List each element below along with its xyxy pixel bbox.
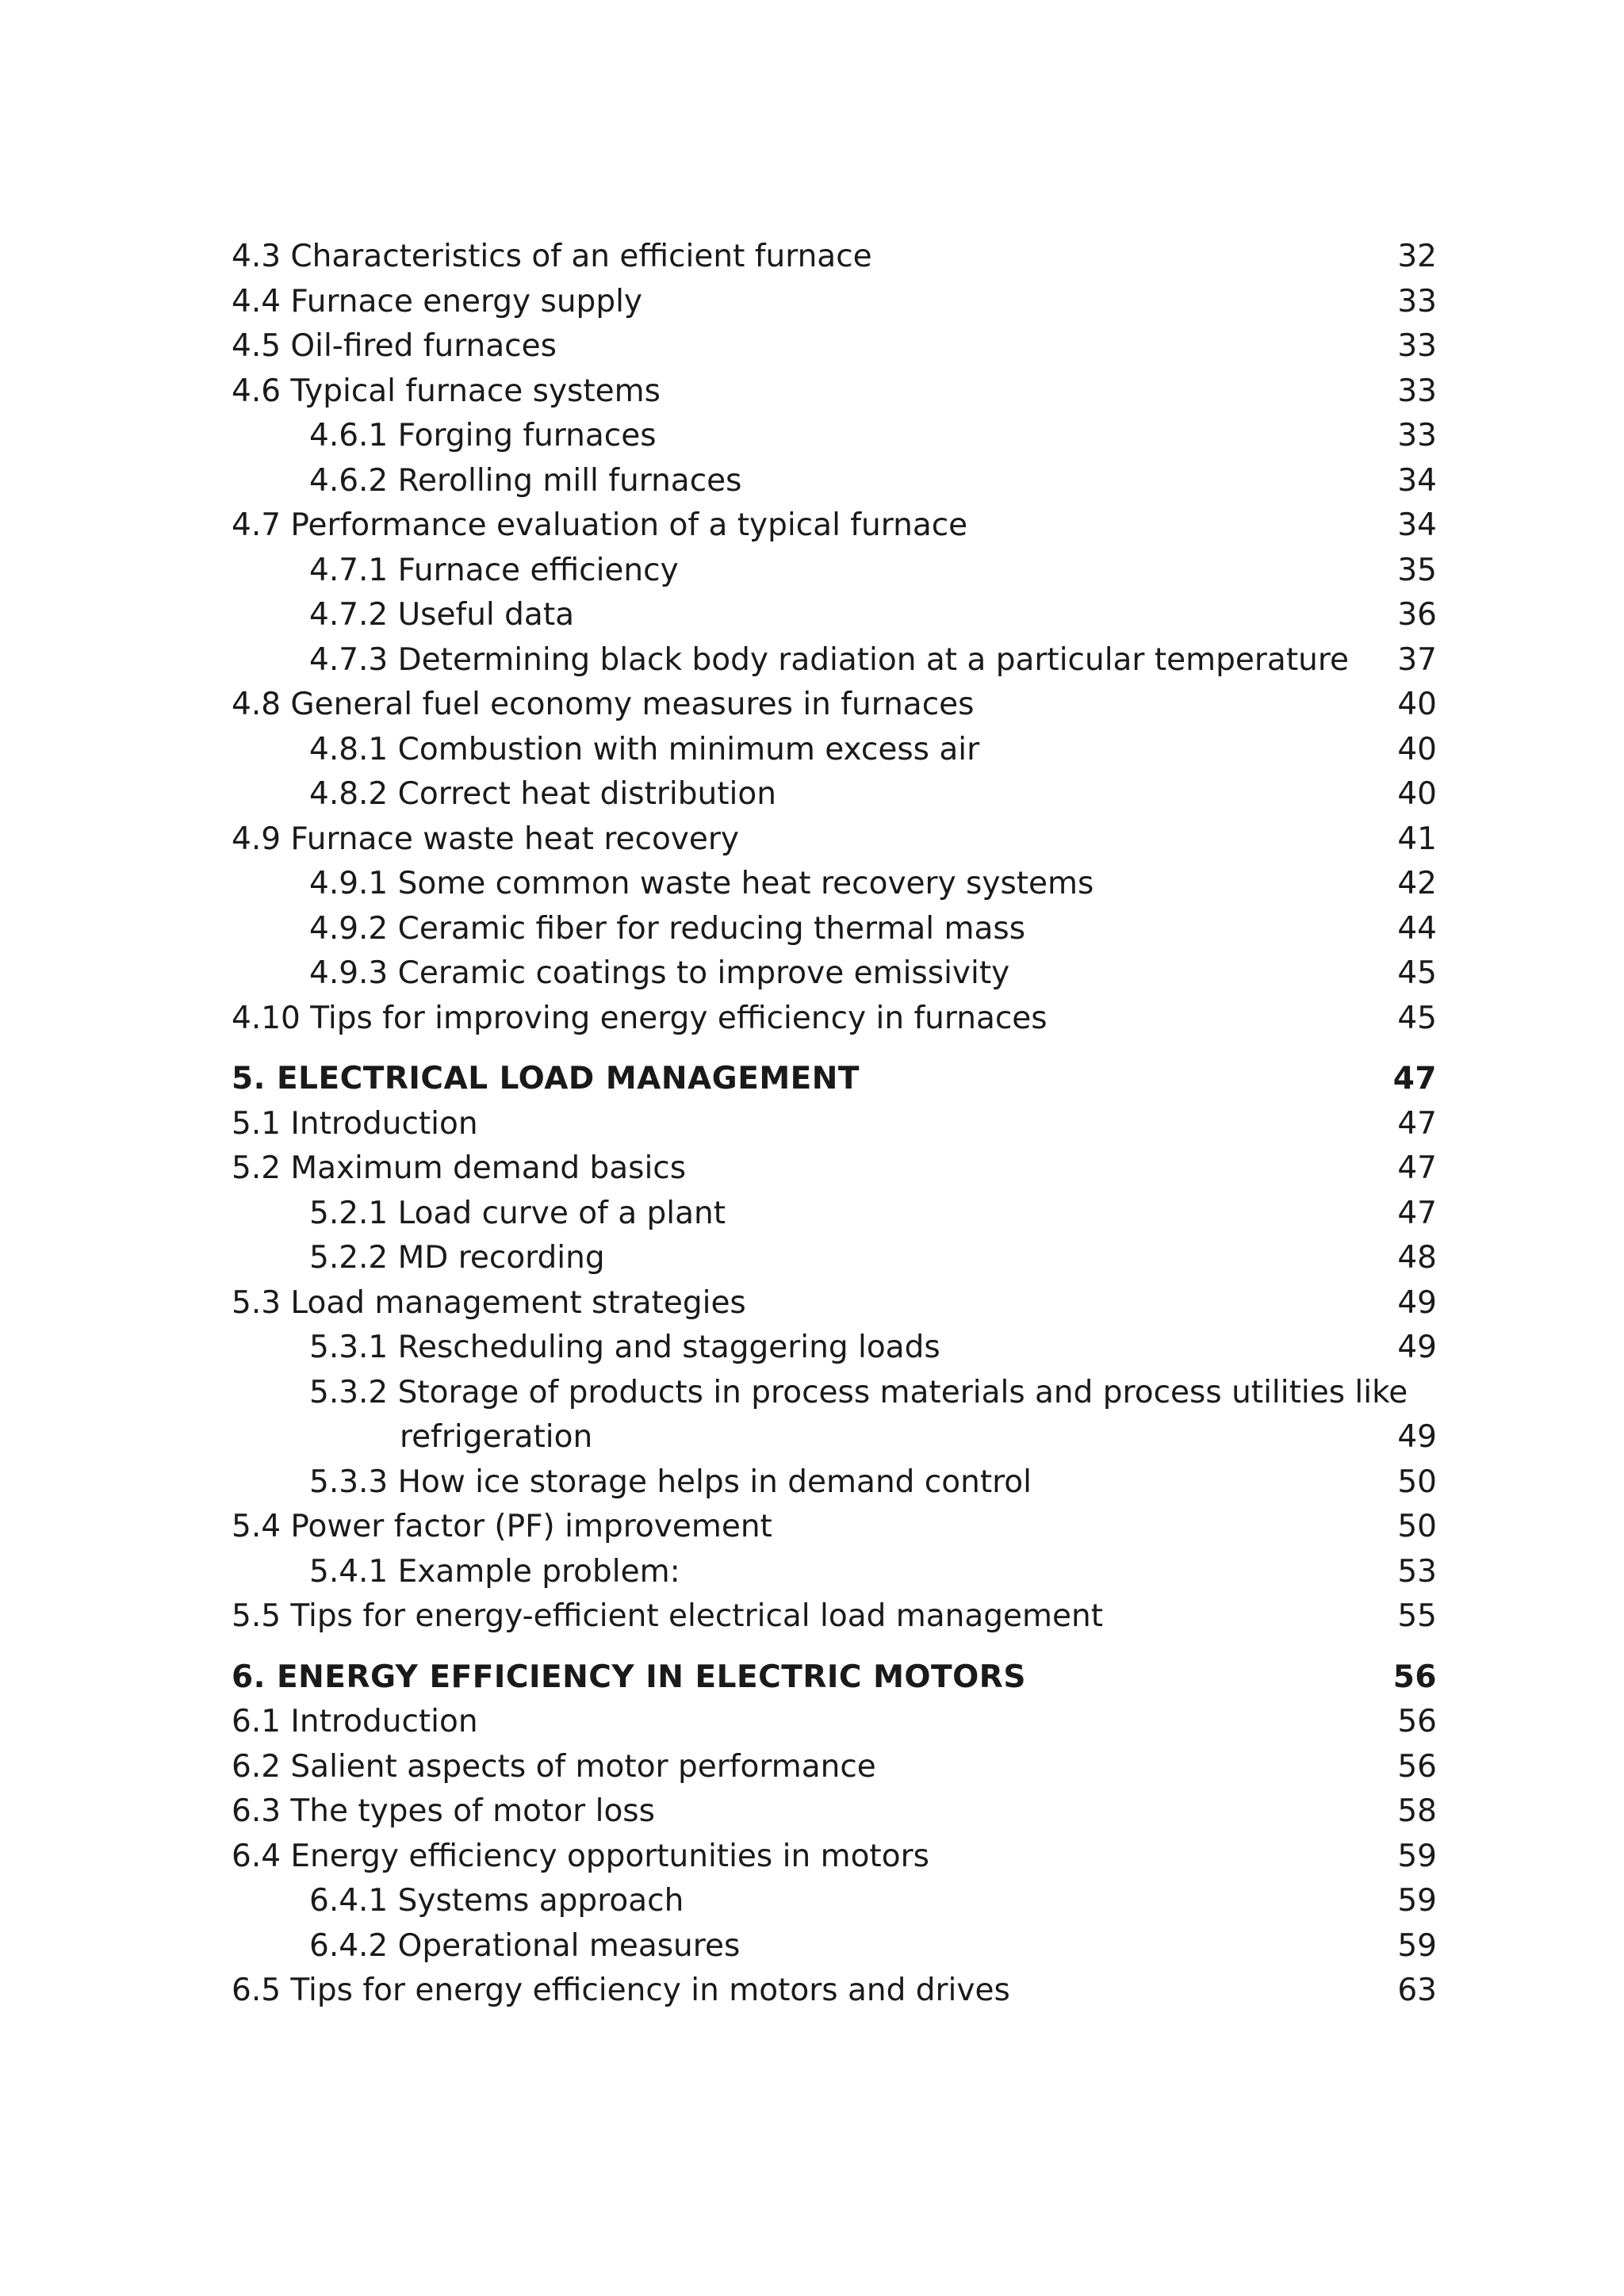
toc-entry-title: 5.3 Load management strategies (232, 1284, 746, 1321)
toc-page-number: 45 (1397, 1000, 1437, 1036)
toc-page-number: 47 (1392, 1061, 1437, 1096)
toc-page-number: 56 (1397, 1748, 1437, 1785)
toc-entry[interactable] (232, 862, 1437, 907)
toc-page-number: 36 (1397, 597, 1437, 633)
toc-entry-title: 4.4 Furnace energy supply (232, 283, 642, 320)
toc-page-number: 56 (1392, 1659, 1437, 1695)
toc-entry[interactable] (232, 1969, 1437, 2014)
toc-entry[interactable] (232, 503, 1437, 549)
toc-page-number: 58 (1397, 1793, 1437, 1829)
toc-entry-title: 4.9.3 Ceramic coatings to improve emissivity (309, 955, 1010, 991)
toc-entry-title-continuation: refrigeration (400, 1419, 593, 1455)
toc-page-number: 44 (1397, 910, 1437, 947)
toc-page-number: 50 (1397, 1509, 1437, 1544)
toc-entry-title: 5.3.1 Rescheduling and staggering loads (309, 1330, 940, 1365)
toc-page-number: 59 (1397, 1883, 1437, 1919)
toc-entry[interactable] (232, 1700, 1437, 1745)
toc-entry-title: 5.4.1 Example problem: (309, 1553, 680, 1590)
toc-entry[interactable] (232, 997, 1437, 1042)
toc-entry[interactable] (232, 1326, 1437, 1371)
toc-page-number: 59 (1397, 1838, 1437, 1874)
toc-entry-title: 4.7 Performance evaluation of a typical furnace (232, 507, 968, 543)
toc-entry[interactable] (232, 1594, 1437, 1640)
toc-page-number: 37 (1397, 641, 1437, 678)
toc-page-number: 59 (1397, 1927, 1437, 1964)
toc-entry[interactable] (232, 235, 1437, 280)
toc-entry[interactable] (232, 1236, 1437, 1281)
toc-page-number: 45 (1397, 955, 1437, 991)
toc-entry[interactable] (232, 324, 1437, 369)
toc-entry-title: 5.2 Maximum demand basics (232, 1150, 687, 1186)
toc-entry-title: 4.6.2 Rerolling mill furnaces (309, 462, 742, 499)
toc-entry-title: 5. ELECTRICAL LOAD MANAGEMENT (232, 1061, 860, 1096)
toc-entry[interactable] (232, 817, 1437, 863)
toc-page-number: 33 (1397, 283, 1437, 320)
toc-page-number: 48 (1397, 1240, 1437, 1276)
toc-entry-title: 5.4 Power factor (PF) improvement (232, 1509, 772, 1544)
toc-entry-title: 6.1 Introduction (232, 1704, 478, 1739)
toc-entry[interactable] (232, 549, 1437, 594)
toc-entry[interactable] (232, 1789, 1437, 1835)
toc-entry[interactable] (232, 459, 1437, 504)
toc-entry-title: 6.4 Energy efficiency opportunities in motors (232, 1838, 929, 1874)
toc-entry-title: 4.7.1 Furnace efficiency (309, 552, 679, 588)
toc-entry[interactable] (232, 951, 1437, 997)
toc-entry[interactable] (232, 728, 1437, 773)
toc-page-number: 63 (1397, 1973, 1437, 2008)
toc-page-number: 41 (1397, 821, 1437, 857)
toc-entry-title: 4.7.3 Determining black body radiation at a particular temperature (309, 641, 1349, 678)
toc-page-number: 33 (1397, 328, 1437, 364)
toc-entry-title: 5.2.2 MD recording (309, 1240, 605, 1276)
toc-entry[interactable] (232, 1192, 1437, 1237)
toc-page-number: 40 (1397, 687, 1437, 722)
toc-entry[interactable] (232, 1102, 1437, 1147)
toc-entry-title: 4.3 Characteristics of an efficient furnace (232, 239, 872, 274)
toc-page-number: 56 (1397, 1704, 1437, 1739)
toc-entry[interactable] (232, 907, 1437, 952)
toc-entry-title: 6.2 Salient aspects of motor performance (232, 1748, 876, 1785)
toc-entry-title: 5.5 Tips for energy-efficient electrical load management (232, 1598, 1104, 1634)
toc-entry[interactable] (232, 1835, 1437, 1880)
toc-entry-title: 5.1 Introduction (232, 1105, 478, 1142)
toc-entry-title: 6. ENERGY EFFICIENCY IN ELECTRIC MOTORS (232, 1659, 1026, 1695)
toc-entry-title: 5.3.3 How ice storage helps in demand control (309, 1464, 1032, 1500)
toc-entry[interactable] (232, 1281, 1437, 1326)
toc-page-number: 55 (1397, 1598, 1437, 1634)
toc-page-number: 47 (1397, 1195, 1437, 1231)
toc-page-number: 35 (1397, 552, 1437, 588)
toc-entry-title: 4.6 Typical furnace systems (232, 373, 661, 409)
toc-chapter-heading[interactable] (232, 1057, 1437, 1102)
toc-entry-title: 5.2.1 Load curve of a plant (309, 1195, 726, 1231)
toc-entry-title: 6.4.1 Systems approach (309, 1883, 684, 1919)
toc-entry[interactable] (232, 1924, 1437, 1969)
toc-entry-title: 4.9 Furnace waste heat recovery (232, 821, 739, 857)
toc-page-number: 49 (1397, 1419, 1437, 1455)
toc-entry-title: 4.8.2 Correct heat distribution (309, 776, 776, 812)
toc-entry[interactable] (232, 1371, 1437, 1460)
toc-entry-title: 4.9.1 Some common waste heat recovery systems (309, 866, 1094, 901)
toc-page-number: 53 (1397, 1553, 1437, 1590)
toc-entry[interactable] (232, 683, 1437, 728)
toc-page-number: 34 (1397, 507, 1437, 543)
toc-entry[interactable] (232, 280, 1437, 325)
toc-entry[interactable] (232, 1745, 1437, 1790)
toc-entry-title: 4.6.1 Forging furnaces (309, 418, 657, 453)
toc-entry[interactable] (232, 1505, 1437, 1550)
toc-entry-title: 4.8.1 Combustion with minimum excess air (309, 731, 980, 767)
toc-entry[interactable] (232, 1460, 1437, 1506)
toc-page-number: 40 (1397, 776, 1437, 812)
toc-page-number: 32 (1397, 239, 1437, 274)
toc-entry[interactable] (232, 1146, 1437, 1192)
toc-page-number: 47 (1397, 1105, 1437, 1142)
toc-page-number: 42 (1397, 866, 1437, 901)
toc-entry-title: 4.8 General fuel economy measures in furnaces (232, 687, 975, 722)
toc-entry[interactable] (232, 414, 1437, 459)
toc-page-number: 50 (1397, 1464, 1437, 1500)
toc-entry[interactable] (232, 1550, 1437, 1595)
toc-entry[interactable] (232, 593, 1437, 638)
toc-page-number: 49 (1397, 1284, 1437, 1321)
toc-entry-title: 6.3 The types of motor loss (232, 1793, 655, 1829)
toc-page-number: 40 (1397, 731, 1437, 767)
toc-entry-title: 6.5 Tips for energy efficiency in motors and drives (232, 1973, 1010, 2008)
toc-entry[interactable] (232, 1879, 1437, 1924)
toc-page-number: 49 (1397, 1330, 1437, 1365)
toc-chapter-heading[interactable] (232, 1655, 1437, 1701)
toc-entry[interactable] (232, 638, 1437, 683)
toc-page-number: 47 (1397, 1150, 1437, 1186)
table-of-contents (232, 235, 1437, 2014)
toc-entry-title: 4.7.2 Useful data (309, 597, 575, 633)
toc-page-number: 33 (1397, 418, 1437, 453)
toc-entry-title: 5.3.2 Storage of products in process materials and process utilities like (309, 1374, 1408, 1410)
toc-entry-title: 6.4.2 Operational measures (309, 1927, 741, 1964)
toc-entry-title: 4.10 Tips for improving energy efficiency in furnaces (232, 1000, 1048, 1036)
toc-entry-title: 4.5 Oil-fired furnaces (232, 328, 557, 364)
toc-entry-title: 4.9.2 Ceramic fiber for reducing thermal mass (309, 910, 1026, 947)
toc-page-number: 34 (1397, 462, 1437, 499)
toc-entry[interactable] (232, 772, 1437, 817)
toc-entry[interactable] (232, 369, 1437, 415)
toc-page-number: 33 (1397, 373, 1437, 409)
